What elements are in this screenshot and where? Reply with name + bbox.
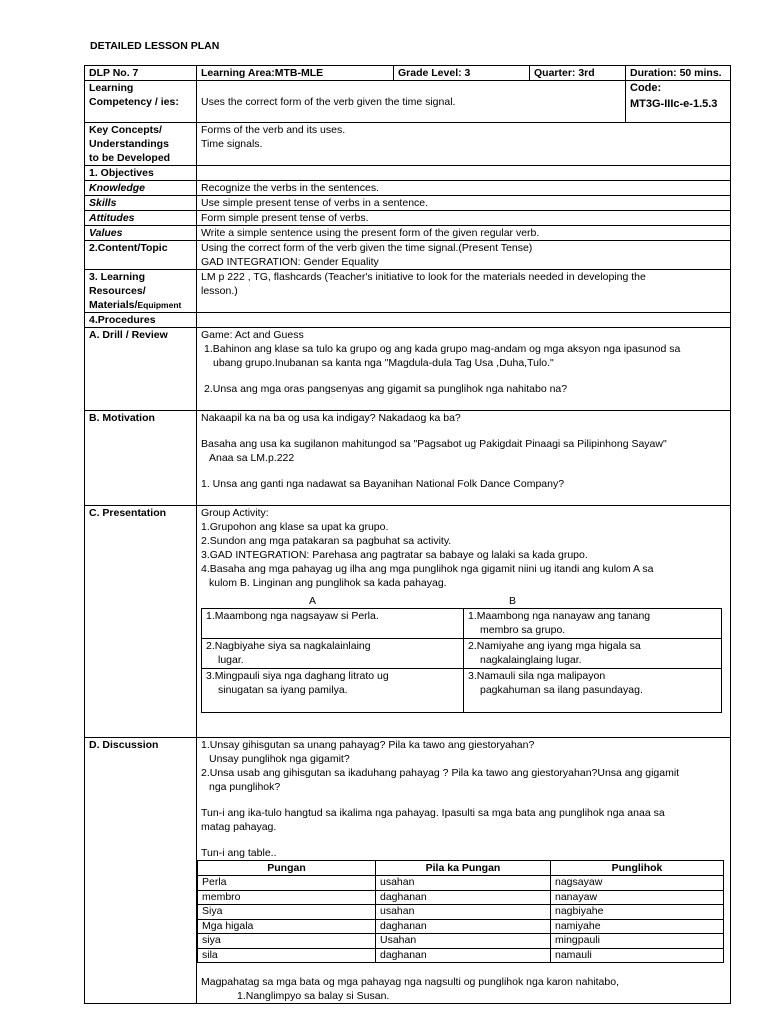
matching-table [201, 608, 722, 713]
matching-row: 1.Maambong nga nagsayaw si Perla. 1.Maambong nga nanayaw ang tanang membro sa grupo. [202, 609, 722, 639]
table-row: Perla usahan nagsayaw [198, 876, 724, 891]
attitudes-text: Form simple present tense of verbs. [197, 211, 731, 226]
column-header: Pungan [198, 861, 376, 876]
key-concepts-label: Key Concepts/ Understandings to be Developed [85, 123, 197, 166]
discussion-text: 1.Unsay gihisgutan sa unang pahayag? Pila ka tawo ang giestoryahan? Unsay punglihok nga gigamit? 2.Unsa usab ang gihisgutan sa ikaduhang pahayag ? Pila ka tawo ang giestoryahan?Unsa ang gigamit nga punglihok? Tun-i ang ika-tulo hangtud sa ikalima nga pahayag. Ipasulti sa mga bata ang punglihok nga anaa sa matag pahayag. Tun-i ang table.. Pungan Pila ka Pungan Punglihok Perla usahan nagsayaw membro daghanan nanayaw Siya usahan nagbiyahe Mga higala daghanan namiyahe siya Usahan mingpauli sila daghanan namauli Magpahatag sa mga bata og mga pahayag nga nagsulti og punglihok nga karon nahitabo, 1.Nanglimpyo sa balay si Susan. [197, 738, 731, 1004]
discussion-label: D. Discussion [85, 738, 197, 1004]
table-row: Siya usahan nagbiyahe [198, 905, 724, 920]
motivation-text: Nakaapil ka na ba og usa ka indigay? Nakadaog ka ba? Basaha ang usa ka sugilanon mahitungod sa "Pagsabot ug Pakigdait Pinaagi sa Pilipinhong Sayaw" Anaa sa LM.p.222 1. Unsa ang ganti nga nadawat sa Bayanihan National Folk Dance Company? [197, 411, 731, 506]
motivation-label: B. Motivation [85, 411, 197, 506]
lesson-plan-table [84, 65, 731, 1004]
knowledge-text: Recognize the verbs in the sentences. [197, 181, 731, 196]
table-row: siya Usahan mingpauli [198, 934, 724, 949]
key-concepts-text: Forms of the verb and its uses. Time signals. [197, 123, 731, 166]
competency-code: Code: MT3G-IIIc-e-1.5.3 [626, 81, 731, 123]
content-text: Using the correct form of the verb given the time signal.(Present Tense) GAD INTEGRATION: Gender Equality [197, 241, 731, 270]
skills-text: Use simple present tense of verbs in a sentence. [197, 196, 731, 211]
grade-level: Grade Level: 3 [394, 66, 530, 81]
resources-label: 3. Learning Resources/ Materials/Equipment [85, 270, 197, 313]
table-row: Mga higala daghanan namiyahe [198, 919, 724, 934]
duration: Duration: 50 mins. [626, 66, 731, 81]
pungan-table [197, 860, 724, 963]
column-header: Punglihok [551, 861, 724, 876]
document-title: DETAILED LESSON PLAN [90, 40, 220, 52]
attitudes-label: Attitudes [85, 211, 197, 226]
competency-text: Uses the correct form of the verb given the time signal. [197, 81, 626, 123]
quarter: Quarter: 3rd [530, 66, 626, 81]
column-b-label: B [509, 595, 517, 607]
column-header: Pila ka Pungan [376, 861, 551, 876]
table-row: membro daghanan nanayaw [198, 890, 724, 905]
learning-area: Learning Area:MTB-MLE [197, 66, 394, 81]
dlp-number: DLP No. 7 [85, 66, 197, 81]
objectives-label: 1. Objectives [85, 166, 197, 181]
values-label: Values [85, 226, 197, 241]
resources-text: LM p 222 , TG, flashcards (Teacher's initiative to look for the materials needed in developing the lesson.) [197, 270, 731, 313]
content-label: 2.Content/Topic [85, 241, 197, 270]
competency-label: Learning Competency / ies: [85, 81, 197, 123]
presentation-text: Group Activity: 1.Grupohon ang klase sa upat ka grupo. 2.Sundon ang mga patakaran sa pagbuhat sa activity. 3.GAD INTEGRATION: Parehasa ang pagtratar sa babaye og lalaki sa kada grupo. 4.Basaha ang mga pahayag ug ilha ang mga punglihok nga gigamit niini ug itandi ang kulom A sa kulom B. Linginan ang punglihok sa kada pahayag. A B 1.Maambong nga nagsayaw si Perla. 1.Maambong nga nanayaw ang tanang membro sa grupo. 2.Nagbiyahe siya sa nagkalainlaing lugar. 2.Namiyahe ang iyang mga higala sa nagkalainglaing lugar. 3.Mingpauli siya nga daghang litrato ug sinugatan sa iyang pamilya. 3.Namauli sila nga malipayon pagkahuman sa ilang pasundayag. [197, 506, 731, 738]
presentation-label: C. Presentation [85, 506, 197, 738]
skills-label: Skills [85, 196, 197, 211]
drill-label: A. Drill / Review [85, 328, 197, 411]
drill-text: Game: Act and Guess 1.Bahinon ang klase sa tulo ka grupo og ang kada grupo mag-andam og mga aksyon nga ipasunod sa ubang grupo.Inubanan sa kanta nga "Magdula-dula Tag Usa ,Duha,Tulo." 2.Unsa ang mga oras pangsenyas ang gigamit sa punglihok nga nahitabo na? [197, 328, 731, 411]
values-text: Write a simple sentence using the present form of the given regular verb. [197, 226, 731, 241]
knowledge-label: Knowledge [85, 181, 197, 196]
procedures-label: 4.Procedures [85, 313, 197, 328]
matching-row: 2.Nagbiyahe siya sa nagkalainlaing lugar. 2.Namiyahe ang iyang mga higala sa nagkalainglaing lugar. [202, 639, 722, 669]
table-row: sila daghanan namauli [198, 948, 724, 963]
matching-row: 3.Mingpauli siya nga daghang litrato ug sinugatan sa iyang pamilya. 3.Namauli sila nga malipayon pagkahuman sa ilang pasundayag. [202, 669, 722, 713]
column-a-label: A [309, 595, 317, 607]
